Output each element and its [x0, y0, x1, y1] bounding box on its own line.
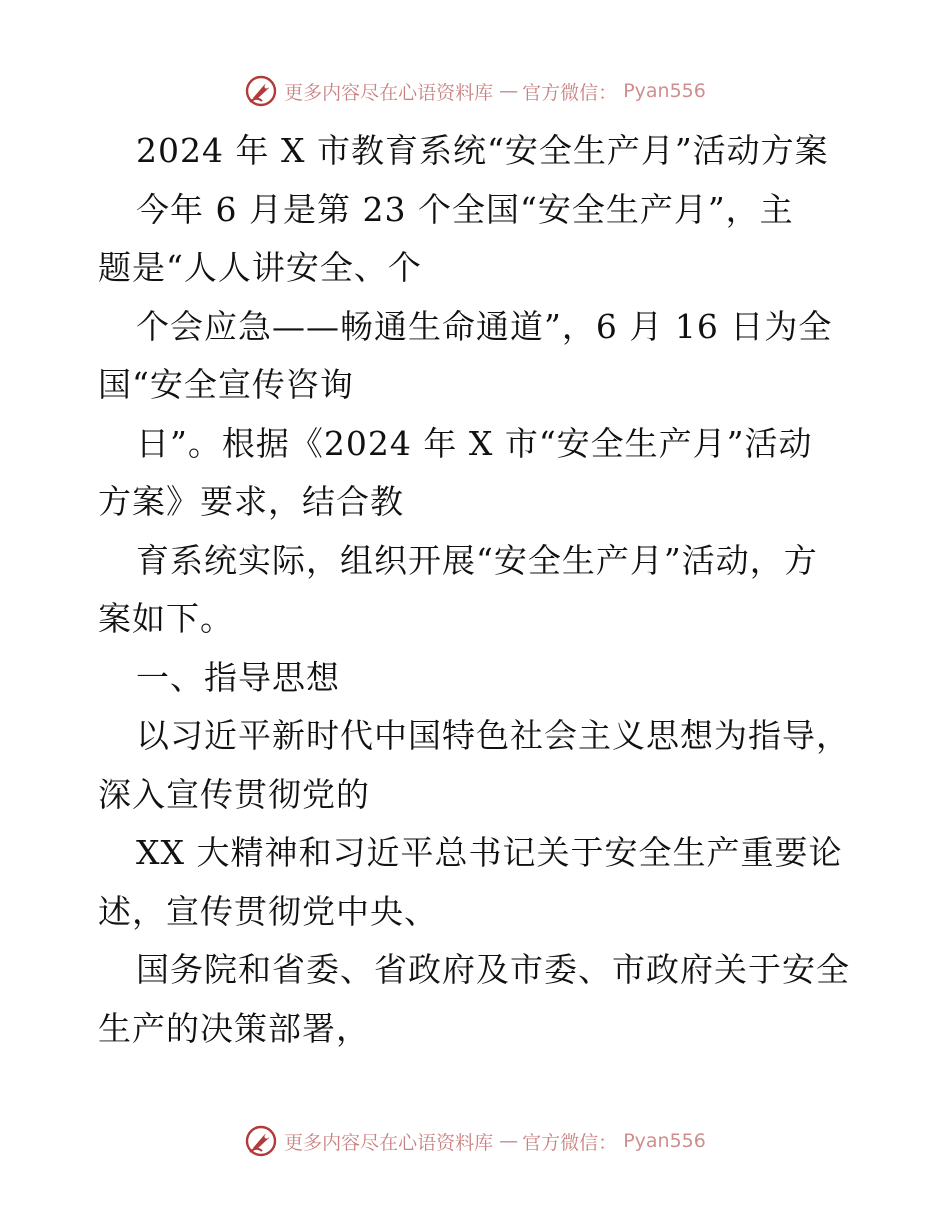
paragraph-line: 今年 6 月是第 23 个全国“安全生产月”，主 [136, 189, 794, 229]
paragraph-line: 国务院和省委、省政府及市委、市政府关于安全 [136, 950, 850, 989]
paragraph-line: 日”。根据《2024 年 X 市“安全生产月”活动 [136, 423, 813, 463]
watermark-wechat-label: 官方微信： [522, 1131, 618, 1154]
pen-nib-logo-icon [244, 1124, 278, 1158]
document-title: 2024 年 X 市教育系统“安全生产月”活动方案 [136, 131, 829, 170]
watermark-wechat-id: Pyan556 [623, 80, 706, 102]
pen-nib-logo-icon [244, 74, 278, 108]
header-watermark [0, 74, 950, 108]
watermark-wechat-label: 官方微信： [522, 81, 618, 104]
paragraph-line: XX 大精神和习近平总书记关于安全生产重要论 [136, 833, 843, 872]
paragraph-line: 国“安全宣传咨询 [98, 365, 354, 404]
footer-watermark [0, 1124, 950, 1158]
paragraph-line: 深入宣传贯彻党的 [98, 774, 370, 814]
watermark-site-text: 更多内容尽在心语资料库 [284, 1131, 494, 1154]
paragraph-line: 述，宣传贯彻党中央、 [98, 891, 438, 931]
watermark-dash: — [499, 1130, 517, 1152]
paragraph-line: 以习近平新时代中国特色社会主义思想为指导， [136, 716, 850, 755]
paragraph-line: 题是“人人讲安全、个 [98, 248, 422, 287]
section-heading: 一、指导思想 [136, 657, 340, 697]
paragraph-line: 案如下。 [98, 599, 234, 638]
paragraph-line: 个会应急——畅通生命通道”，6 月 16 日为全 [136, 306, 833, 346]
watermark-wechat-id: Pyan556 [623, 1130, 706, 1152]
paragraph-line: 育系统实际，组织开展“安全生产月”活动，方 [136, 540, 818, 580]
paragraph-line: 生产的决策部署， [98, 1008, 370, 1048]
document-body [98, 122, 858, 1058]
watermark-site-text: 更多内容尽在心语资料库 [284, 81, 494, 104]
paragraph-line: 方案》要求，结合教 [98, 482, 404, 521]
watermark-dash: — [499, 80, 517, 102]
